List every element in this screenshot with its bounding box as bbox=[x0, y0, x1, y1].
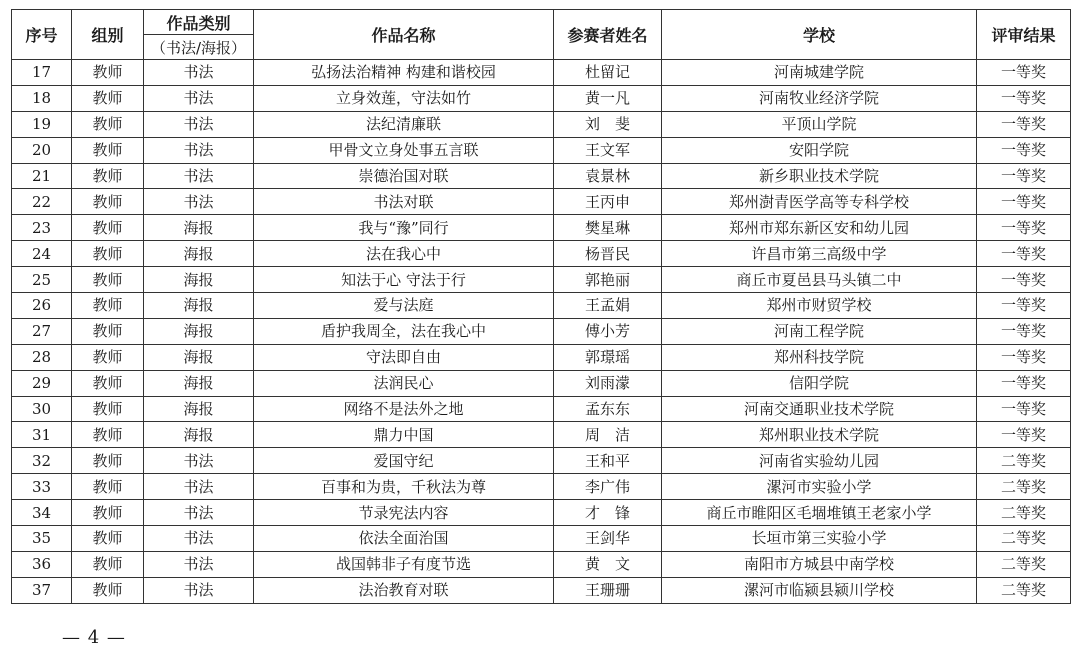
cell-name: 才 锋 bbox=[554, 500, 662, 526]
cell-name: 黄 文 bbox=[554, 551, 662, 577]
cell-result: 一等奖 bbox=[977, 370, 1071, 396]
cell-school: 河南工程学院 bbox=[662, 318, 977, 344]
cell-category: 书法 bbox=[144, 189, 254, 215]
cell-seq: 27 bbox=[12, 318, 72, 344]
table-row bbox=[12, 215, 1071, 241]
cell-title: 依法全面治国 bbox=[254, 526, 554, 552]
cell-category: 书法 bbox=[144, 111, 254, 137]
cell-name: 杜留记 bbox=[554, 60, 662, 86]
cell-school: 商丘市夏邑县马头镇二中 bbox=[662, 267, 977, 293]
cell-name: 孟东东 bbox=[554, 396, 662, 422]
cell-name: 郭璟瑶 bbox=[554, 344, 662, 370]
table-row bbox=[12, 189, 1071, 215]
cell-result: 二等奖 bbox=[977, 577, 1071, 603]
cell-title: 书法对联 bbox=[254, 189, 554, 215]
cell-school: 商丘市睢阳区毛堌堆镇王老家小学 bbox=[662, 500, 977, 526]
page-number: — 4 — bbox=[62, 627, 126, 648]
cell-name: 樊星琳 bbox=[554, 215, 662, 241]
cell-title: 法纪清廉联 bbox=[254, 111, 554, 137]
cell-name: 刘 斐 bbox=[554, 111, 662, 137]
header-category: 作品类别 bbox=[144, 10, 254, 35]
cell-group: 教师 bbox=[72, 396, 144, 422]
cell-group: 教师 bbox=[72, 85, 144, 111]
table-row bbox=[12, 60, 1071, 86]
cell-seq: 30 bbox=[12, 396, 72, 422]
cell-category: 海报 bbox=[144, 422, 254, 448]
cell-category: 书法 bbox=[144, 137, 254, 163]
cell-seq: 23 bbox=[12, 215, 72, 241]
cell-name: 郭艳丽 bbox=[554, 267, 662, 293]
table-row bbox=[12, 293, 1071, 319]
table-row bbox=[12, 526, 1071, 552]
cell-category: 海报 bbox=[144, 318, 254, 344]
table-row bbox=[12, 448, 1071, 474]
cell-name: 傅小芳 bbox=[554, 318, 662, 344]
cell-seq: 20 bbox=[12, 137, 72, 163]
table-body bbox=[12, 60, 1071, 604]
cell-title: 百事和为贵，千秋法为尊 bbox=[254, 474, 554, 500]
cell-result: 一等奖 bbox=[977, 422, 1071, 448]
cell-school: 河南交通职业技术学院 bbox=[662, 396, 977, 422]
table-row bbox=[12, 111, 1071, 137]
cell-result: 一等奖 bbox=[977, 344, 1071, 370]
cell-category: 书法 bbox=[144, 60, 254, 86]
table-row bbox=[12, 500, 1071, 526]
cell-seq: 35 bbox=[12, 526, 72, 552]
header-result: 评审结果 bbox=[977, 10, 1071, 60]
cell-result: 二等奖 bbox=[977, 526, 1071, 552]
cell-seq: 36 bbox=[12, 551, 72, 577]
cell-group: 教师 bbox=[72, 189, 144, 215]
table-row bbox=[12, 396, 1071, 422]
cell-school: 郑州市郑东新区安和幼儿园 bbox=[662, 215, 977, 241]
cell-category: 书法 bbox=[144, 448, 254, 474]
cell-name: 王珊珊 bbox=[554, 577, 662, 603]
cell-seq: 28 bbox=[12, 344, 72, 370]
cell-seq: 37 bbox=[12, 577, 72, 603]
cell-group: 教师 bbox=[72, 293, 144, 319]
cell-name: 刘雨濛 bbox=[554, 370, 662, 396]
table-row bbox=[12, 318, 1071, 344]
cell-group: 教师 bbox=[72, 474, 144, 500]
cell-group: 教师 bbox=[72, 370, 144, 396]
cell-group: 教师 bbox=[72, 448, 144, 474]
cell-title: 爱与法庭 bbox=[254, 293, 554, 319]
cell-school: 漯河市实验小学 bbox=[662, 474, 977, 500]
cell-title: 网络不是法外之地 bbox=[254, 396, 554, 422]
cell-result: 二等奖 bbox=[977, 474, 1071, 500]
cell-category: 海报 bbox=[144, 370, 254, 396]
cell-school: 平顶山学院 bbox=[662, 111, 977, 137]
cell-seq: 17 bbox=[12, 60, 72, 86]
cell-result: 一等奖 bbox=[977, 60, 1071, 86]
cell-title: 鼎力中国 bbox=[254, 422, 554, 448]
header-school: 学校 bbox=[662, 10, 977, 60]
cell-result: 一等奖 bbox=[977, 293, 1071, 319]
cell-group: 教师 bbox=[72, 551, 144, 577]
header-seq: 序号 bbox=[12, 10, 72, 60]
cell-category: 海报 bbox=[144, 267, 254, 293]
cell-result: 一等奖 bbox=[977, 215, 1071, 241]
cell-seq: 31 bbox=[12, 422, 72, 448]
cell-school: 郑州澍青医学高等专科学校 bbox=[662, 189, 977, 215]
cell-group: 教师 bbox=[72, 577, 144, 603]
cell-school: 河南城建学院 bbox=[662, 60, 977, 86]
cell-seq: 21 bbox=[12, 163, 72, 189]
cell-seq: 22 bbox=[12, 189, 72, 215]
cell-school: 信阳学院 bbox=[662, 370, 977, 396]
table-row bbox=[12, 474, 1071, 500]
cell-group: 教师 bbox=[72, 267, 144, 293]
cell-school: 郑州科技学院 bbox=[662, 344, 977, 370]
cell-result: 一等奖 bbox=[977, 267, 1071, 293]
cell-name: 王剑华 bbox=[554, 526, 662, 552]
cell-group: 教师 bbox=[72, 241, 144, 267]
cell-result: 一等奖 bbox=[977, 163, 1071, 189]
table-header bbox=[12, 10, 1071, 60]
cell-title: 知法于心 守法于行 bbox=[254, 267, 554, 293]
cell-seq: 29 bbox=[12, 370, 72, 396]
cell-school: 河南省实验幼儿园 bbox=[662, 448, 977, 474]
table-row bbox=[12, 551, 1071, 577]
cell-name: 杨晋民 bbox=[554, 241, 662, 267]
table-row bbox=[12, 370, 1071, 396]
cell-result: 一等奖 bbox=[977, 189, 1071, 215]
cell-school: 安阳学院 bbox=[662, 137, 977, 163]
cell-category: 海报 bbox=[144, 344, 254, 370]
cell-title: 守法即自由 bbox=[254, 344, 554, 370]
cell-seq: 25 bbox=[12, 267, 72, 293]
table-row bbox=[12, 137, 1071, 163]
cell-group: 教师 bbox=[72, 344, 144, 370]
cell-category: 海报 bbox=[144, 241, 254, 267]
table-row bbox=[12, 344, 1071, 370]
cell-category: 海报 bbox=[144, 293, 254, 319]
cell-school: 新乡职业技术学院 bbox=[662, 163, 977, 189]
cell-result: 一等奖 bbox=[977, 241, 1071, 267]
cell-title: 弘扬法治精神 构建和谐校园 bbox=[254, 60, 554, 86]
table-row bbox=[12, 163, 1071, 189]
cell-title: 战国韩非子有度节选 bbox=[254, 551, 554, 577]
header-title: 作品名称 bbox=[254, 10, 554, 60]
header-name: 参赛者姓名 bbox=[554, 10, 662, 60]
cell-title: 法润民心 bbox=[254, 370, 554, 396]
cell-name: 黄一凡 bbox=[554, 85, 662, 111]
table-row bbox=[12, 422, 1071, 448]
cell-group: 教师 bbox=[72, 215, 144, 241]
cell-title: 我与“豫”同行 bbox=[254, 215, 554, 241]
cell-group: 教师 bbox=[72, 137, 144, 163]
cell-category: 书法 bbox=[144, 551, 254, 577]
cell-result: 一等奖 bbox=[977, 137, 1071, 163]
cell-school: 郑州职业技术学院 bbox=[662, 422, 977, 448]
cell-category: 书法 bbox=[144, 526, 254, 552]
cell-title: 崇德治国对联 bbox=[254, 163, 554, 189]
cell-title: 爱国守纪 bbox=[254, 448, 554, 474]
cell-category: 书法 bbox=[144, 163, 254, 189]
cell-result: 一等奖 bbox=[977, 85, 1071, 111]
cell-seq: 26 bbox=[12, 293, 72, 319]
cell-category: 书法 bbox=[144, 577, 254, 603]
cell-name: 王和平 bbox=[554, 448, 662, 474]
cell-group: 教师 bbox=[72, 526, 144, 552]
cell-result: 二等奖 bbox=[977, 500, 1071, 526]
cell-group: 教师 bbox=[72, 422, 144, 448]
cell-seq: 19 bbox=[12, 111, 72, 137]
table-row bbox=[12, 267, 1071, 293]
cell-name: 王孟娟 bbox=[554, 293, 662, 319]
cell-title: 法治教育对联 bbox=[254, 577, 554, 603]
header-category-sub: （书法/海报） bbox=[144, 35, 254, 60]
cell-seq: 33 bbox=[12, 474, 72, 500]
cell-group: 教师 bbox=[72, 111, 144, 137]
cell-seq: 24 bbox=[12, 241, 72, 267]
results-table bbox=[11, 9, 1071, 604]
cell-category: 书法 bbox=[144, 500, 254, 526]
cell-school: 长垣市第三实验小学 bbox=[662, 526, 977, 552]
header-group: 组别 bbox=[72, 10, 144, 60]
cell-result: 一等奖 bbox=[977, 318, 1071, 344]
cell-title: 节录宪法内容 bbox=[254, 500, 554, 526]
cell-group: 教师 bbox=[72, 500, 144, 526]
cell-name: 袁景林 bbox=[554, 163, 662, 189]
cell-title: 立身效莲，守法如竹 bbox=[254, 85, 554, 111]
cell-seq: 34 bbox=[12, 500, 72, 526]
cell-name: 李广伟 bbox=[554, 474, 662, 500]
cell-category: 书法 bbox=[144, 474, 254, 500]
cell-name: 王文军 bbox=[554, 137, 662, 163]
table-row bbox=[12, 577, 1071, 603]
cell-seq: 18 bbox=[12, 85, 72, 111]
cell-group: 教师 bbox=[72, 60, 144, 86]
cell-school: 漯河市临颍县颍川学校 bbox=[662, 577, 977, 603]
table-row bbox=[12, 241, 1071, 267]
cell-category: 书法 bbox=[144, 85, 254, 111]
cell-title: 盾护我周全，法在我心中 bbox=[254, 318, 554, 344]
cell-school: 南阳市方城县中南学校 bbox=[662, 551, 977, 577]
cell-group: 教师 bbox=[72, 318, 144, 344]
cell-title: 甲骨文立身处事五言联 bbox=[254, 137, 554, 163]
cell-school: 许昌市第三高级中学 bbox=[662, 241, 977, 267]
cell-category: 海报 bbox=[144, 215, 254, 241]
cell-result: 一等奖 bbox=[977, 111, 1071, 137]
cell-result: 一等奖 bbox=[977, 396, 1071, 422]
cell-result: 二等奖 bbox=[977, 551, 1071, 577]
cell-name: 周 洁 bbox=[554, 422, 662, 448]
cell-seq: 32 bbox=[12, 448, 72, 474]
cell-title: 法在我心中 bbox=[254, 241, 554, 267]
table-row bbox=[12, 85, 1071, 111]
cell-result: 二等奖 bbox=[977, 448, 1071, 474]
cell-name: 王丙申 bbox=[554, 189, 662, 215]
cell-group: 教师 bbox=[72, 163, 144, 189]
cell-category: 海报 bbox=[144, 396, 254, 422]
cell-school: 郑州市财贸学校 bbox=[662, 293, 977, 319]
cell-school: 河南牧业经济学院 bbox=[662, 85, 977, 111]
